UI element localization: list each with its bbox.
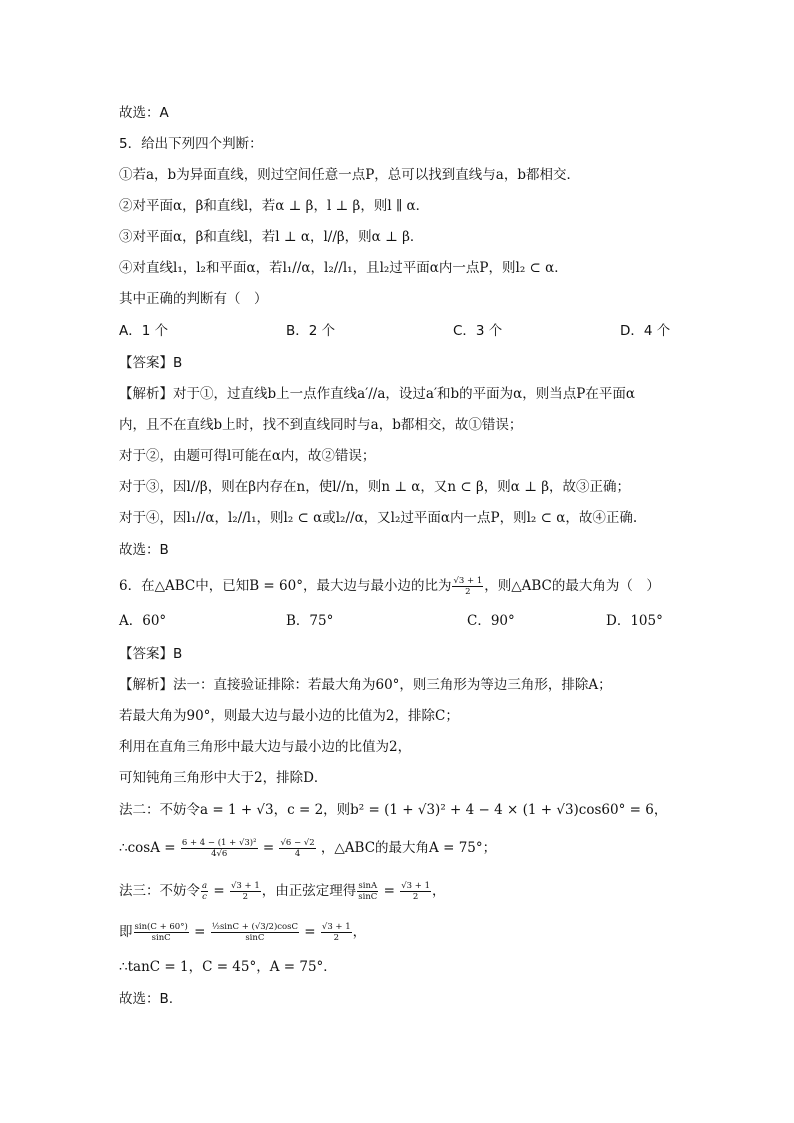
q6-option-a: A．60°: [119, 613, 167, 629]
analysis-5-line-2: 内，且不在直线b上时，找不到直线同时与a，b都相交，故①错误；: [119, 417, 523, 433]
cos-fraction-2: [279, 838, 315, 859]
method3b-fraction-3: [321, 922, 352, 943]
q5-option-d: D．4 个: [620, 323, 671, 339]
answer-5: 【答案】B: [119, 355, 183, 371]
question-6-title: [119, 576, 660, 597]
method-3-line: [119, 881, 445, 902]
cos-fraction-1-denominator: 4√6: [211, 849, 228, 859]
method3-fraction-3-denominator: sinC: [358, 892, 378, 902]
method3-fraction-2: [230, 881, 261, 902]
cos-fraction-2-numerator: √6 − √2: [280, 838, 315, 848]
method3b-fraction-1-denominator: sinC: [151, 933, 171, 943]
method3b-suffix: ，: [352, 924, 367, 940]
answer-6: 【答案】B: [119, 646, 183, 662]
analysis-5-line-4: 对于③，因l//β，则在β内存在n，使l//n，则n ⊥ α，又n ⊂ β，则α ⊥ β，故③正确；: [119, 479, 631, 495]
method3b-equals-1: =: [194, 924, 206, 940]
method3b-fraction-1-numerator: sin(C + 60°): [134, 922, 188, 932]
text-line: 故选：A: [119, 105, 169, 121]
analysis-6-line-1: 【解析】法一：直接验证排除：若最大角为60°，则三角形为等边三角形，排除A；: [119, 677, 612, 693]
conclusion-5: 故选：B: [119, 542, 169, 558]
conclusion-6: 故选：B.: [119, 991, 174, 1007]
question-5-prompt: 其中正确的判断有（ ）: [119, 291, 268, 307]
q6-option-d: D．105°: [606, 613, 663, 629]
method3-fraction-3: [357, 881, 378, 902]
cos-prefix: ∴cosA =: [119, 840, 176, 856]
q6-stem-b: ，则△ABC的最大角为（ ）: [484, 578, 660, 594]
method3-fraction-1-denominator: c: [202, 892, 207, 902]
method3b-prefix: 即: [119, 924, 133, 940]
method3-fraction-1: [201, 881, 208, 902]
analysis-6-line-2: 若最大角为90°，则最大边与最小边的比值为2，排除C；: [119, 708, 459, 724]
q6-option-b: B．75°: [286, 613, 334, 629]
method3b-fraction-3-numerator: √3 + 1: [321, 922, 351, 932]
method3-equals-2: =: [383, 883, 395, 899]
method3b-fraction-1: [134, 922, 189, 943]
method3-fraction-2-numerator: √3 + 1: [230, 881, 260, 891]
q6-fraction: [452, 576, 483, 597]
method3b-fraction-2: [211, 922, 299, 943]
analysis-5-line-1: 【解析】对于①，过直线b上一点作直线a′//a，设过a′和b的平面为α，则当点P在平面α: [119, 386, 635, 402]
cos-equals: =: [262, 840, 275, 856]
cos-fraction-2-denominator: 4: [294, 849, 301, 859]
q6-fraction-numerator: √3 + 1: [453, 576, 483, 586]
statement-1: ①若a，b为异面直线，则过空间任意一点P，总可以找到直线与a，b都相交．: [119, 167, 580, 183]
question-5-title: 5．给出下列四个判断：: [119, 136, 263, 152]
analysis-6-line-3: 利用在直角三角形中最大边与最小边的比值为2，: [119, 739, 412, 755]
method-2-line: 法二：不妨令a = 1 + √3，c = 2，则b² = (1 + √3)² + 4 − 4 × (1 + √3)cos60° = 6，: [119, 802, 668, 818]
statement-4: ④对直线l₁，l₂和平面α，若l₁//α，l₂//l₁，且l₂过平面α内一点P，则l₂ ⊂ α．: [119, 260, 568, 276]
method3b-equals-2: =: [304, 924, 316, 940]
cos-fraction-1-numerator: 6 + 4 − (1 + √3)²: [181, 838, 257, 848]
cos-suffix: ，△ABC的最大角A = 75°；: [320, 840, 497, 856]
q5-option-c: C．3 个: [453, 323, 503, 339]
cos-formula-line: [119, 838, 496, 859]
analysis-5-line-5: 对于④，因l₁//α，l₂//l₁，则l₂ ⊂ α或l₂//α，又l₂过平面α内一点P，则l₂ ⊂ α，故④正确.: [119, 510, 638, 526]
method-3-derivation: [119, 922, 366, 943]
method3-suffix: ，: [431, 883, 446, 899]
tan-result-line: ∴tanC = 1，C = 45°，A = 75°．: [119, 959, 337, 975]
method3-equals-1: =: [213, 883, 225, 899]
analysis-6-line-4: 可知钝角三角形中大于2，排除D．: [119, 770, 328, 786]
q5-option-b: B．2 个: [286, 323, 336, 339]
q6-option-c: C．90°: [467, 613, 515, 629]
q6-stem-a: 6．在△ABC中，已知B = 60°，最大边与最小边的比为: [119, 578, 452, 594]
method3-fraction-4-numerator: √3 + 1: [401, 881, 430, 891]
method3-fraction-1-numerator: a: [202, 881, 208, 891]
method3-fraction-4-denominator: 2: [412, 892, 419, 902]
method3-fraction-3-numerator: sinA: [358, 881, 378, 891]
method3-middle: ，由正弦定理得: [261, 883, 357, 899]
method3-prefix: 法三：不妨令: [119, 883, 200, 899]
method3-fraction-2-denominator: 2: [242, 892, 249, 902]
method3b-fraction-3-denominator: 2: [333, 933, 339, 943]
cos-fraction-1: [181, 838, 258, 859]
statement-2: ②对平面α，β和直线l，若α ⊥ β，l ⊥ β，则l ∥ α．: [119, 198, 430, 214]
method3-fraction-4: [400, 881, 431, 902]
method3b-fraction-2-denominator: sinC: [245, 933, 265, 943]
analysis-5-line-3: 对于②，由题可得l可能在α内，故②错误；: [119, 448, 376, 464]
q5-option-a: A．1 个: [119, 323, 169, 339]
statement-3: ③对平面α，β和直线l，若l ⊥ α，l//β，则α ⊥ β．: [119, 229, 424, 245]
q6-fraction-denominator: 2: [465, 587, 471, 597]
method3b-fraction-2-numerator: ½sinC + (√3/2)cosC: [211, 922, 298, 932]
